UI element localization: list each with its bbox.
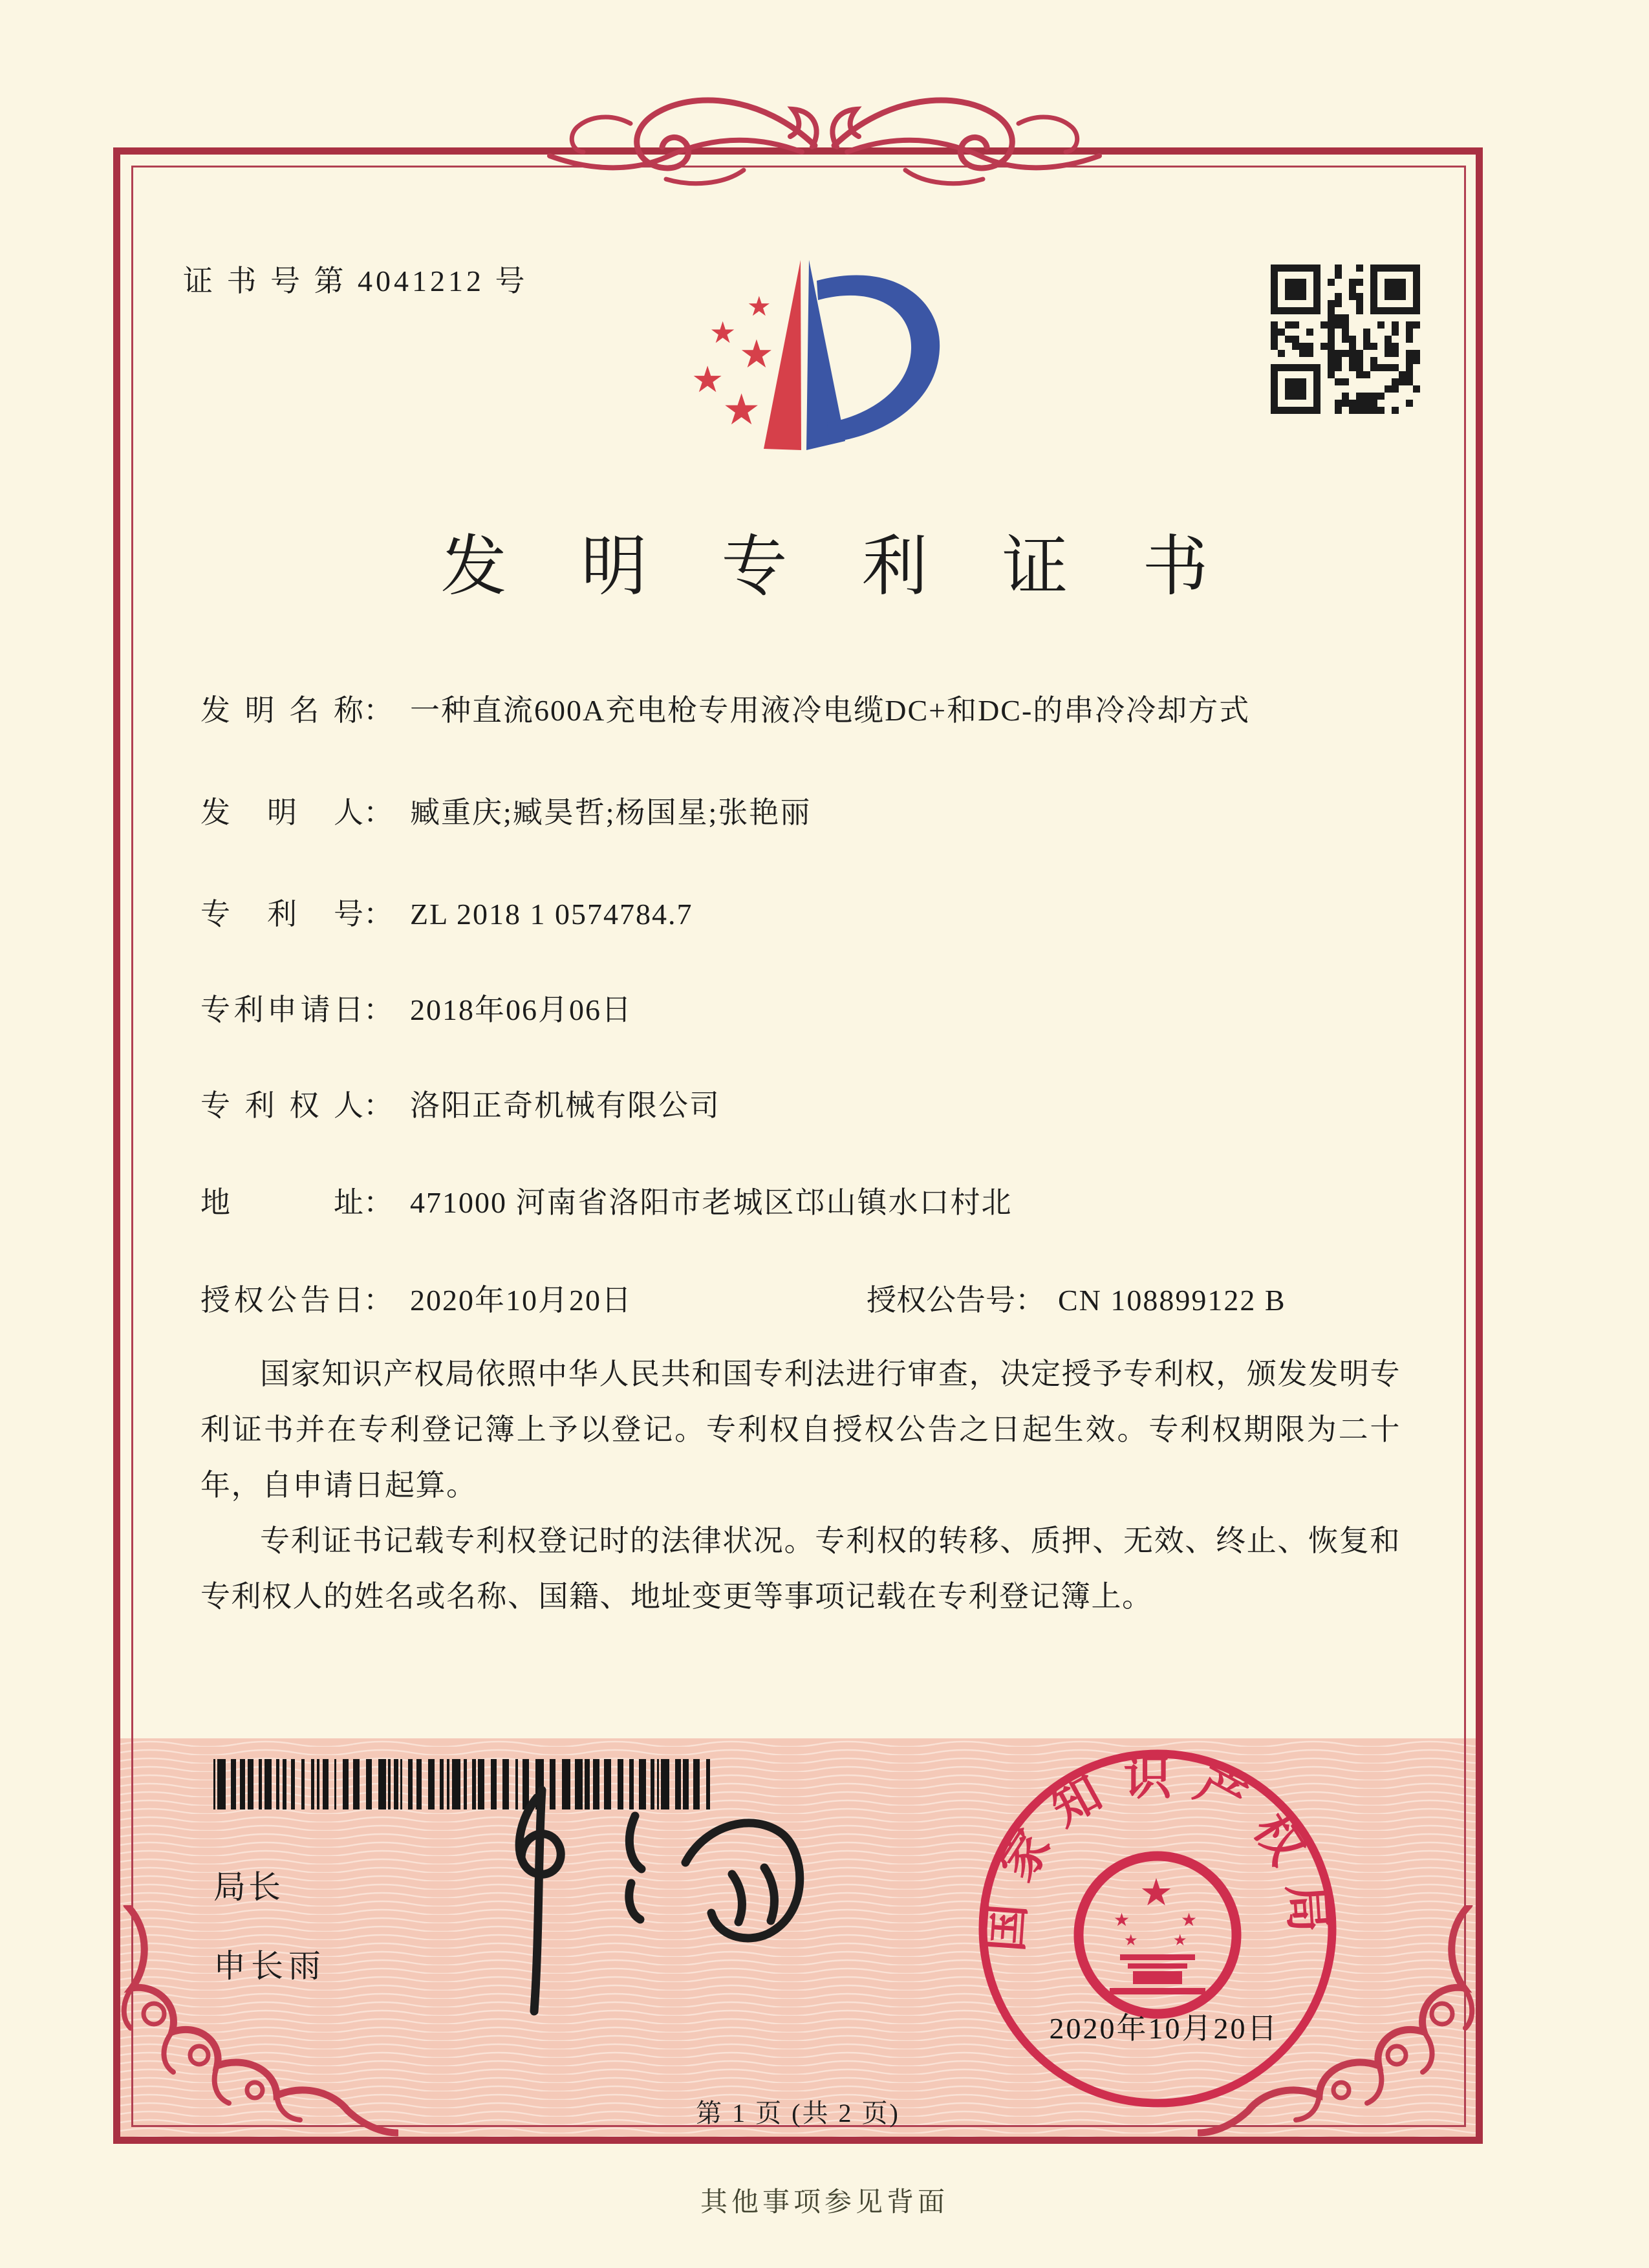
seal-emblem <box>1079 1856 1236 2014</box>
field-label: 授权公告号 <box>867 1284 1015 1317</box>
field-patentee <box>200 1082 720 1125</box>
field-label: 专利权人 <box>200 1089 363 1122</box>
signature <box>440 1778 841 2037</box>
field-value: 洛阳正奇机械有限公司 <box>410 1089 720 1122</box>
svg-text:★: ★ <box>691 359 724 401</box>
colon: ： <box>1015 1284 1045 1317</box>
director-name: 申长雨 <box>213 1948 326 1984</box>
field-grant-number <box>867 1277 1286 1319</box>
colon: ： <box>363 694 393 727</box>
page-number: 第 1 页 (共 2 页) <box>696 2099 900 2128</box>
field-grant-date <box>200 1277 1286 1319</box>
seal-date: 2020年10月20日 <box>1049 2012 1279 2045</box>
seal-text: 国家知识产权局 <box>978 1752 1336 1954</box>
field-label: 专利申请日 <box>200 993 363 1026</box>
svg-text:★: ★ <box>1181 1909 1198 1930</box>
colon: ： <box>363 1284 393 1317</box>
director-title: 局长 <box>213 1869 283 1905</box>
field-value: 2020年10月20日 <box>410 1284 632 1317</box>
field-label: 发明人 <box>200 796 363 829</box>
page-title: 发明专利证书 <box>440 531 1283 604</box>
footer-note: 其他事项参见背面 <box>700 2188 949 2218</box>
logo-stars <box>691 290 774 435</box>
certificate-number: 证 书 号 第 4041212 号 <box>183 265 528 297</box>
field-inventors <box>200 789 811 832</box>
svg-text:★: ★ <box>722 385 761 435</box>
field-value: 471000 河南省洛阳市老城区邙山镇水口村北 <box>410 1186 1013 1219</box>
svg-text:★: ★ <box>1124 1931 1138 1949</box>
svg-text:★: ★ <box>1173 1931 1187 1949</box>
paragraph-2: 专利证书记载专利权登记时的法律状况。专利权的转移、质押、无效、终止、恢复和专利权人的姓名或名称、国籍、地址变更等事项记载在专利登记簿上。 <box>200 1524 1401 1613</box>
colon: ： <box>363 993 393 1026</box>
field-application-date <box>200 986 632 1029</box>
field-value: 一种直流600A充电枪专用液冷电缆DC+和DC-的串冷冷却方式 <box>410 694 1251 727</box>
field-label: 地址 <box>200 1186 363 1219</box>
field-value: CN 108899122 B <box>1058 1284 1286 1317</box>
colon: ： <box>363 898 393 931</box>
paragraph-1: 国家知识产权局依照中华人民共和国专利法进行审查，决定授予专利权，颁发发明专利证书并在专利登记簿上予以登记。专利权自授权公告之日起生效。专利权期限为二十年，自申请日起算。 <box>200 1357 1401 1502</box>
colon: ： <box>363 1186 393 1219</box>
svg-text:★: ★ <box>709 315 737 350</box>
field-invention-name <box>200 687 1250 729</box>
field-label: 发明名称 <box>200 694 363 727</box>
dragon-ornament <box>517 76 1132 228</box>
field-patent-number <box>200 891 693 933</box>
svg-text:★: ★ <box>1139 1870 1173 1914</box>
legal-text <box>200 1346 1401 1625</box>
cnipa-logo <box>682 251 960 464</box>
colon: ： <box>363 796 393 829</box>
official-seal <box>970 1741 1345 2116</box>
field-value: 2018年06月06日 <box>410 993 632 1026</box>
colon: ： <box>363 1089 393 1122</box>
qr-code <box>1269 263 1423 416</box>
field-address <box>200 1179 1013 1222</box>
field-value: 臧重庆;臧昊哲;杨国星;张艳丽 <box>410 796 812 829</box>
svg-text:★: ★ <box>739 332 774 377</box>
field-label: 专利号 <box>200 898 363 931</box>
svg-text:★: ★ <box>1114 1909 1130 1930</box>
svg-text:★: ★ <box>747 290 771 322</box>
field-value: ZL 2018 1 0574784.7 <box>410 898 693 931</box>
field-label: 授权公告日 <box>200 1284 363 1317</box>
